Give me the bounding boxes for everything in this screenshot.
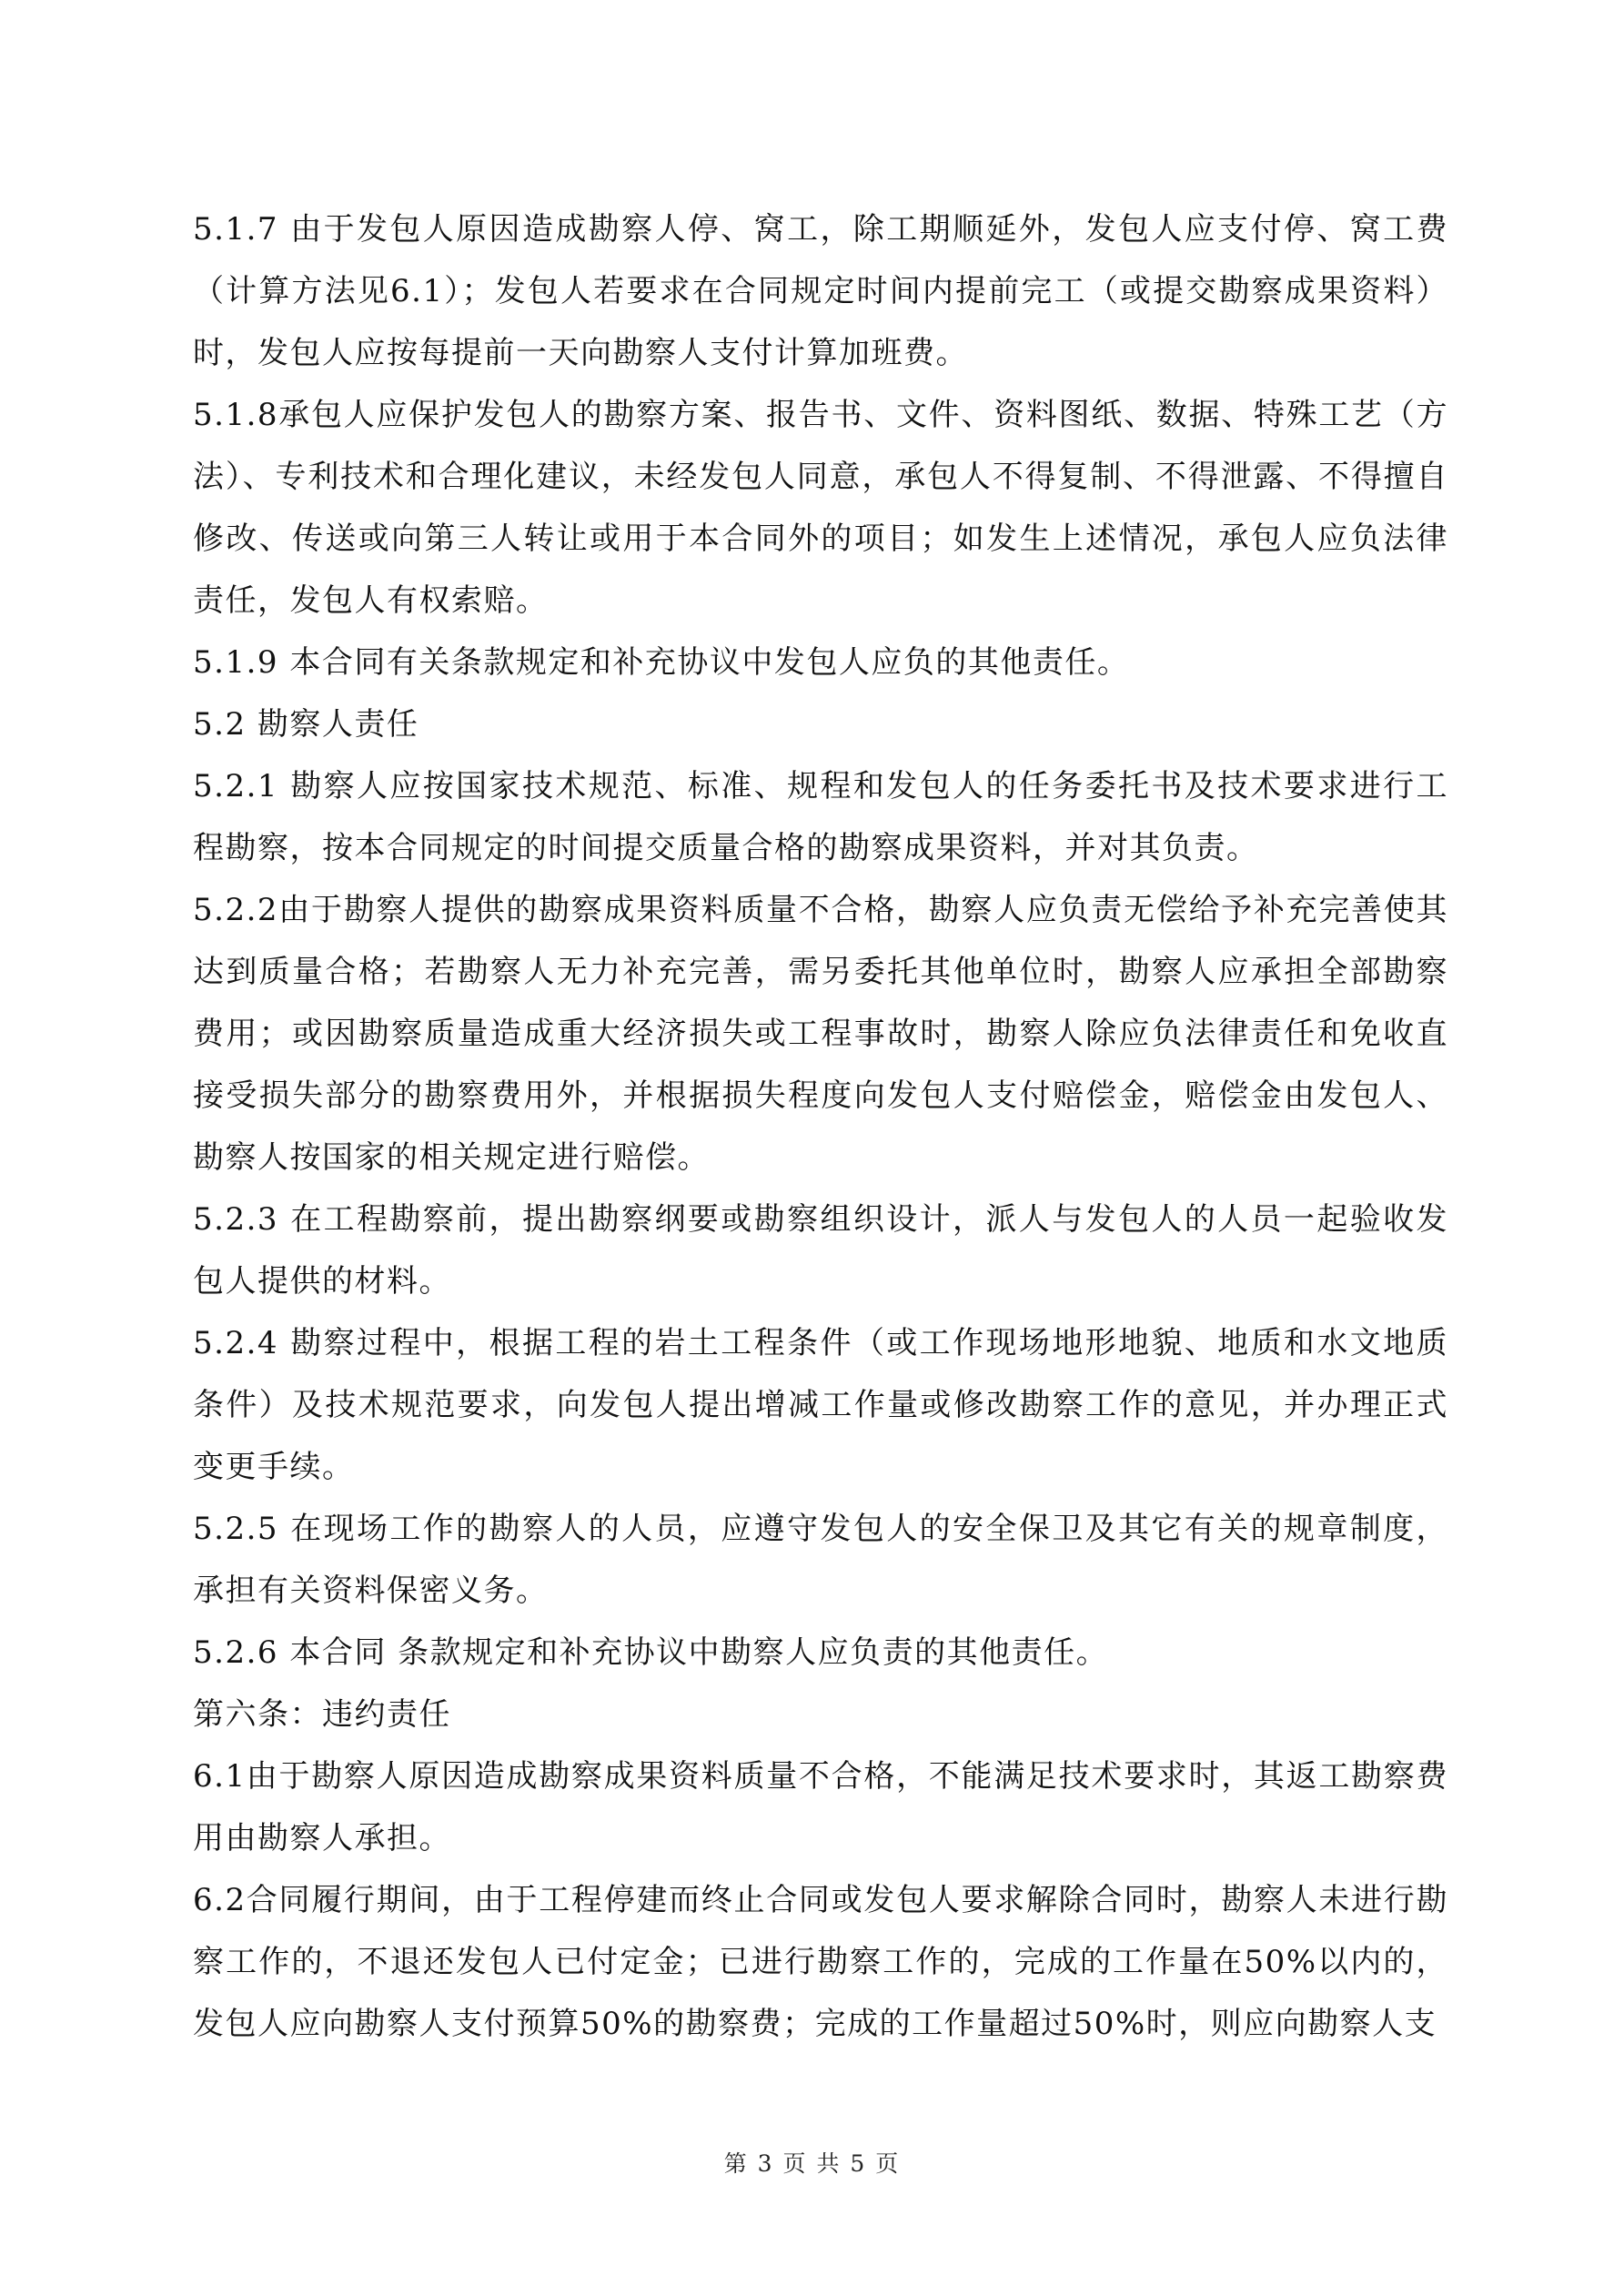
clause-5-2-6: 5.2.6 本合同 条款规定和补充协议中勘察人应负责的其他责任。 xyxy=(193,1634,1109,1671)
clause-6-1: 6.1由于勘察人原因造成勘察成果资料质量不合格，不能满足技术要求时，其返工勘察费用由勘察人承担。 xyxy=(193,1758,1448,1856)
clause-5-2-5: 5.2.5 在现场工作的勘察人的人员，应遵守发包人的安全保卫及其它有关的规章制度，承担有关资料保密义务。 xyxy=(193,1511,1448,1609)
clause-6-2: 6.2合同履行期间，由于工程停建而终止合同或发包人要求解除合同时，勘察人未进行勘察工作的，不退还发包人已付定金；已进行勘察工作的，完成的工作量在50%以内的，发包人应向勘察人支付预算50%的勘察费；完成的工作量超过50%时，则应向勘察人支 xyxy=(193,1882,1448,2042)
document-body xyxy=(193,198,1448,2055)
section-5-2-heading: 5.2 勘察人责任 xyxy=(193,706,419,743)
clause-5-1-8: 5.1.8承包人应保护发包人的勘察方案、报告书、文件、资料图纸、数据、特殊工艺（方法）、专利技术和合理化建议，未经发包人同意，承包人不得复制、不得泄露、不得擅自修改、传送或向第三人转让或用于本合同外的项目；如发生上述情况，承包人应负法律责任，发包人有权索赔。 xyxy=(193,397,1448,619)
clause-5-1-7: 5.1.7 由于发包人原因造成勘察人停、窝工，除工期顺延外，发包人应支付停、窝工费（计算方法见6.1）；发包人若要求在合同规定时间内提前完工（或提交勘察成果资料）时，发包人应按每提前一天向勘察人支付计算加班费。 xyxy=(193,211,1448,371)
clause-5-2-2: 5.2.2由于勘察人提供的勘察成果资料质量不合格，勘察人应负责无偿给予补充完善使其达到质量合格；若勘察人无力补充完善，需另委托其他单位时，勘察人应承担全部勘察费用；或因勘察质量造成重大经济损失或工程事故时，勘察人除应负法律责任和免收直接受损失部分的勘察费用外，并根据损失程度向发包人支付赔偿金，赔偿金由发包人、勘察人按国家的相关规定进行赔偿。 xyxy=(193,892,1448,1176)
clause-5-2-1: 5.2.1 勘察人应按国家技术规范、标准、规程和发包人的任务委托书及技术要求进行工程勘察，按本合同规定的时间提交质量合格的勘察成果资料，并对其负责。 xyxy=(193,768,1448,866)
clause-5-2-4: 5.2.4 勘察过程中，根据工程的岩土工程条件（或工作现场地形地貌、地质和水文地质条件）及技术规范要求，向发包人提出增减工作量或修改勘察工作的意见，并办理正式变更手续。 xyxy=(193,1325,1448,1485)
article-6-heading: 第六条：违约责任 xyxy=(193,1696,451,1733)
page-number-footer: 第 3 页 共 5 页 xyxy=(723,2150,901,2177)
clause-5-2-3: 5.2.3 在工程勘察前，提出勘察纲要或勘察组织设计，派人与发包人的人员一起验收发包人提供的材料。 xyxy=(193,1201,1448,1300)
clause-5-1-9: 5.1.9 本合同有关条款规定和补充协议中发包人应负的其他责任。 xyxy=(193,644,1130,681)
